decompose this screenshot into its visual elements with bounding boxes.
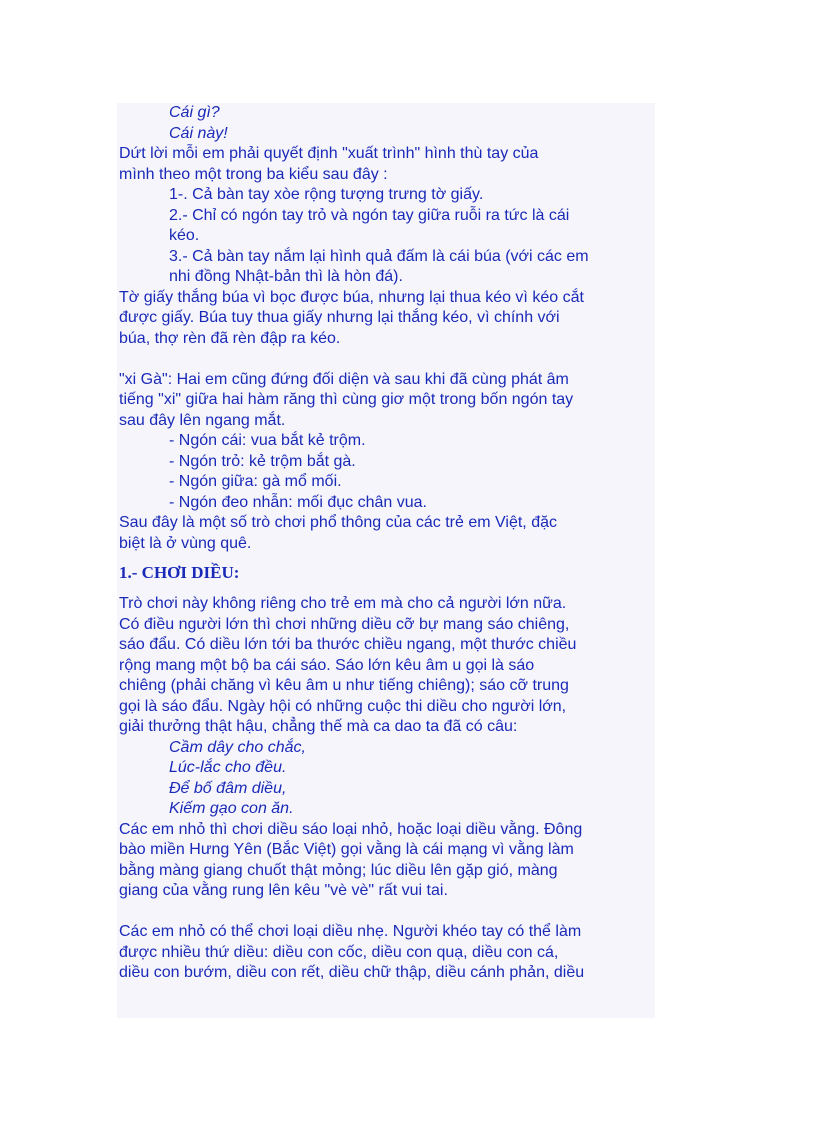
paragraph-line: Tờ giấy thắng búa vì bọc được búa, nhưng lại thua kéo vì kéo cắt (119, 288, 584, 306)
list-item: - Ngón đeo nhẫn: mối đục chân vua. (169, 493, 427, 511)
paragraph-line: được nhiều thứ diều: diều con cốc, diều con quạ, diều con cá, (119, 943, 559, 961)
paragraph-line: tiếng "xi" giữa hai hàm răng thì cùng giơ một trong bốn ngón tay (119, 391, 574, 408)
paragraph-line: Các em nhỏ thì chơi diều sáo loại nhỏ, hoặc loại diều vằng. Đông (119, 820, 583, 838)
paragraph-line: bằng màng giang chuốt thật mỏng; lúc diều lên gặp gió, màng (119, 861, 558, 879)
paragraph-line: chiêng (phải chăng vì kêu âm u như tiếng chiêng); sáo cỡ trung (119, 677, 569, 694)
paragraph-line: Dứt lời mỗi em phải quyết định "xuất trình" hình thù tay của (119, 145, 539, 162)
spacer (119, 902, 655, 923)
paragraph-line: "xi Gà": Hai em cũng đứng đối diện và sau khi đã cùng phát âm (119, 370, 569, 388)
paragraph-line: Các em nhỏ có thể chơi loại diều nhẹ. Người khéo tay có thể làm (119, 923, 582, 940)
paragraph-line: biệt là ở vùng quê. (119, 534, 252, 552)
dialogue-line: Cái này! (169, 124, 228, 142)
paragraph-line: gọi là sáo đẩu. Ngày hội có những cuộc thi diều cho người lớn, (119, 697, 567, 715)
paragraph-line: mình theo một trong ba kiểu sau đây : (119, 165, 388, 183)
verse-line: Lúc-lắc cho đều. (169, 759, 287, 776)
paragraph-line: giang của vằng rung lên kêu "vè vè" rất vui tai. (119, 882, 448, 899)
paragraph-line: Trò chơi này không riêng cho trẻ em mà cho cả người lớn nữa. (119, 595, 567, 612)
paragraph-line: diều con bướm, diều con rết, diều chữ thập, diều cánh phản, diều (119, 964, 585, 981)
text-block (117, 103, 655, 1018)
list-item: 2.- Chỉ có ngón tay trỏ và ngón tay giữa ruỗi ra tức là cái (169, 206, 570, 224)
paragraph-line: được giấy. Búa tuy thua giấy nhưng lại thắng kéo, vì chính với (119, 309, 560, 326)
list-item: 1-. Cả bàn tay xòe rộng tượng trưng tờ giấy. (169, 186, 484, 203)
verse-line: Kiếm gạo con ăn. (169, 800, 294, 817)
list-item: - Ngón cái: vua bắt kẻ trộm. (169, 432, 366, 449)
paragraph-line: Có điều người lớn thì chơi những diều cỡ bự mang sáo chiêng, (119, 615, 570, 633)
list-item: kéo. (169, 227, 200, 244)
verse-line: Cầm dây cho chắc, (169, 738, 306, 756)
dialogue-line: Cái gì? (169, 104, 220, 121)
list-item: nhi đồng Nhật-bản thì là hòn đá). (169, 268, 403, 285)
paragraph-line: rộng mang một bộ ba cái sáo. Sáo lớn kêu âm u gọi là sáo (119, 656, 535, 674)
section-heading: 1.- CHƠI DIỀU: (119, 563, 240, 582)
paragraph-line: Sau đây là một số trò chơi phổ thông của các trẻ em Việt, đặc (119, 514, 557, 531)
list-item: - Ngón giữa: gà mổ mối. (169, 473, 342, 490)
list-item: - Ngón trỏ: kẻ trộm bắt gà. (169, 452, 356, 470)
paragraph-line: sau đây lên ngang mắt. (119, 411, 286, 429)
paragraph-line: bào miền Hưng Yên (Bắc Việt) gọi vằng là cái mạng vì vằng làm (119, 841, 574, 858)
list-item: 3.- Cả bàn tay nắm lại hình quả đấm là cái búa (với các em (169, 247, 589, 265)
paragraph-line: giải thưởng thật hậu, chẳng thế mà ca dao ta đã có câu: (119, 718, 518, 735)
paragraph-line: búa, thợ rèn đã rèn đập ra kéo. (119, 329, 341, 347)
spacer (119, 349, 655, 370)
verse-line: Để bố đâm diều, (169, 779, 287, 797)
paragraph-line: sáo đẩu. Có diều lớn tới ba thước chiều ngang, một thước chiều (119, 636, 577, 653)
